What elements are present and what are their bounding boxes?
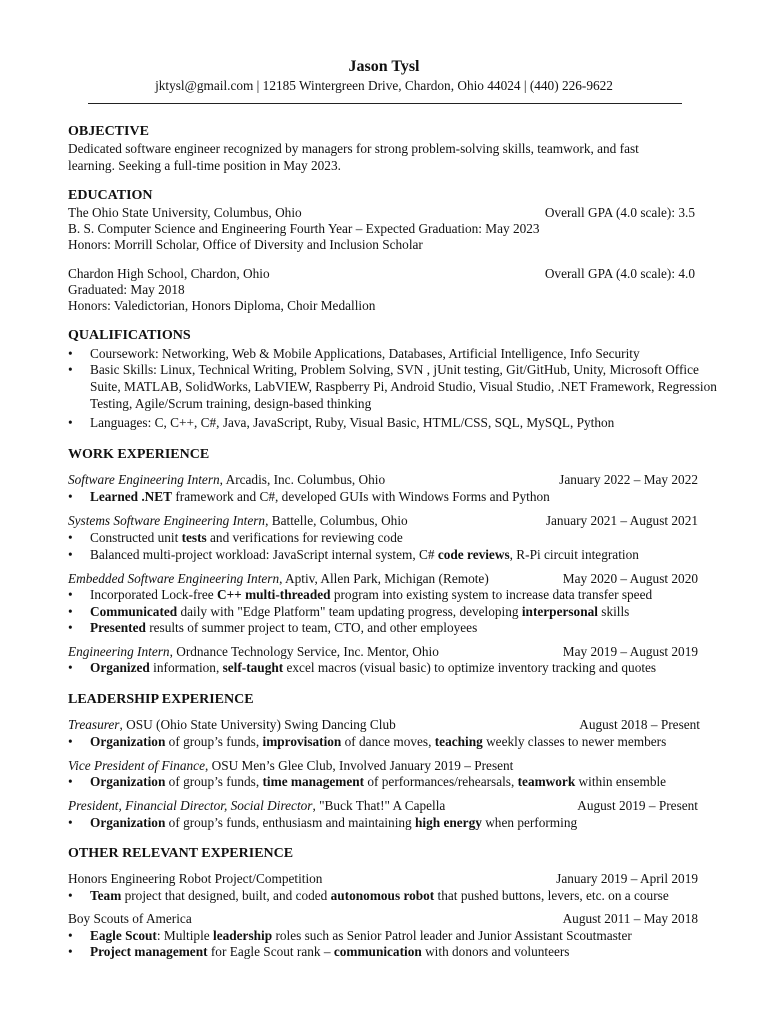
hs-school: Chardon High School, Chardon, Ohio — [68, 266, 270, 281]
bullet-icon: • — [68, 489, 73, 504]
skills-text: Basic Skills: Linux, Technical Writing, Problem Solving, SVN , jUnit testing, Git/GitHub, Unity, Microsoft Office Suite, MATLAB, SolidWorks, LabVIEW, Raspberry Pi, Android Studio, Visual Studio, .NET Framework, Regression Testing, Agile/Scrum training, design-based thinking — [90, 362, 717, 411]
robot-dates: January 2019 – April 2019 — [556, 871, 698, 886]
bullet-icon: • — [68, 815, 73, 830]
arcadis-job — [68, 471, 385, 488]
bullet-icon: • — [68, 888, 73, 903]
bullet-icon: • — [68, 620, 73, 635]
objective-text: Dedicated software engineer recognized by managers for strong problem-solving skills, teamwork, and fast learning. Seeking a full-time position in May 2023. — [68, 141, 639, 173]
languages-text: Languages: C, C++, C#, Java, JavaScript, Ruby, Visual Basic, HTML/CSS, SQL, MySQL, Python — [90, 415, 615, 430]
objective-heading: OBJECTIVE — [68, 124, 149, 139]
job-org: , Ordnance Technology Service, Inc. Mentor, Ohio — [169, 644, 439, 659]
header-divider — [88, 103, 682, 104]
work-heading: WORK EXPERIENCE — [68, 447, 210, 462]
swing-role — [68, 716, 396, 733]
bullet-icon: • — [68, 774, 73, 789]
osu-school: The Ohio State University, Columbus, Ohio — [68, 205, 302, 220]
bullet-icon: • — [68, 346, 73, 361]
role-dates: August 2019 – Present — [577, 798, 698, 813]
job-dates: May 2020 – August 2020 — [562, 571, 698, 586]
role-org: , OSU Men’s Glee Club, Involved January 2019 – Present — [204, 758, 514, 773]
robot-title: Honors Engineering Robot Project/Competition — [68, 871, 323, 886]
bullet-icon: • — [68, 587, 73, 602]
osu-gpa: Overall GPA (4.0 scale): 3.5 — [544, 205, 695, 220]
role-org: , "Buck That!" A Capella — [312, 798, 446, 813]
bullet-icon: • — [68, 547, 73, 562]
glee-role — [68, 757, 513, 774]
role-title: Vice President of Finance — [68, 758, 205, 773]
job-org: , Aptiv, Allen Park, Michigan (Remote) — [279, 571, 489, 586]
coursework-text: Coursework: Networking, Web & Mobile Applications, Databases, Artificial Intelligence, Info Security — [90, 346, 640, 361]
job-title: Software Engineering Intern — [68, 472, 220, 487]
other-heading: OTHER RELEVANT EXPERIENCE — [68, 846, 294, 861]
job-dates: January 2022 – May 2022 — [559, 472, 698, 487]
scouts-title: Boy Scouts of America — [68, 911, 192, 926]
bullet-icon: • — [68, 530, 73, 545]
capella-role — [68, 797, 445, 814]
bullet-icon: • — [68, 944, 73, 959]
resume-page: Jason Tysl jktysl@gmail.com | 12185 Wintergreen Drive, Chardon, Ohio 44024 | (440) 226-9622 OBJECTIVE Dedicated software engineer recognized by managers for strong problem-solving skills, teamwork, and fast learning. Seeking a full-time position in May 2023. EDUCATION The Ohio State University, Columbus, Ohio Overall GPA (4.0 scale): 3.5 B. S. Computer Science and Engineering Fourth Year – Expected Graduation: May 2023 Honors: Morrill Scholar, Office of Diversity and Inclusion Scholar Chardon High School, Chardon, Ohio Overall GPA (4.0 scale): 4.0 Graduated: May 2018 Honors: Valedictorian, Honors Diploma, Choir Medallion QUALIFICATIONS • Coursework: Networking, Web & Mobile Applications, Databases, Artificial Intelligence, Info Security • Basic Skills: Linux, Technical Writing, Problem Solving, SVN , jUnit testing, Git/GitHub, Unity, Microsoft Office Suite, MATLAB, SolidWorks, LabVIEW, Raspberry Pi, Android Studio, Visual Studio, .NET Framework, Regression Testing, Agile/Scrum training, design-based thinking • Languages: C, C++, C#, Java, JavaScript, Ruby, Visual Basic, HTML/CSS, SQL, MySQL, Python WORK EXPERIENCE Software Engineering Intern, Arcadis, Inc. Columbus, Ohio January 2022 – May 2022 • Learned .NET framework and C#, developed GUIs with Windows Forms and Python Systems Software Engineering Intern, Battelle, Columbus, Ohio January 2021 – August 2021 • Constructed unit tests and verifications for reviewing code • Balanced multi-project workload: JavaScript internal system, C# code reviews, R-Pi circuit integration Embedded Software Engineering Intern, Aptiv, Allen Park, Michigan (Remote) May 2020 – August 2020 • Incorporated Lock-free C++ multi-threaded program into existing system to increase data transfer speed • Communicated daily with "Edge Platform" team updating progress, developing interpersonal skills • Presented results of summer project to team, CTO, and other employees Engineering Intern, Ordnance Technology Service, Inc. Mentor, Ohio May 2019 – August 2019 • Organized information, self-taught excel macros (visual basic) to optimize inventory tracking and quotes LEADERSHIP EXPERIENCE Treasurer, OSU (Ohio State University) Swing Dancing Club August 2018 – Present • Organization of group’s funds, improvisation of dance moves, teaching weekly classes to newer members Vice President of Finance, OSU Men’s Glee Club, Involved January 2019 – Present • Organization of group’s funds, time management of performances/rehearsals, teamwork within ensemble President, Financial Director, Social Director, "Buck That!" A Capella August 2019 – Present • Organization of group’s funds, enthusiasm and maintaining high energy when performing OTHER RELEVANT EXPERIENCE Honors Engineering Robot Project/Competition January 2019 – April 2019 • Team project that designed, built, and coded autonomous robot that pushed buttons, levers, etc. on a course Boy Scouts of America August 2011 – May 2018 • Eagle Scout: Multiple leadership roles such as Senior Patrol leader and Junior Assistant Scoutmaster • Project management for Eagle Scout rank – communication with donors and volunteers — [0, 0, 768, 1024]
role-title: Treasurer — [68, 717, 120, 732]
candidate-name: Jason Tysl — [348, 58, 420, 75]
job-title: Systems Software Engineering Intern — [68, 513, 266, 528]
osu-degree: B. S. Computer Science and Engineering Fourth Year – Expected Graduation: May 2023 — [68, 221, 540, 236]
bullet-icon: • — [68, 604, 73, 619]
role-dates: August 2018 – Present — [579, 717, 700, 732]
bullet-icon: • — [68, 928, 73, 943]
qualifications-heading: QUALIFICATIONS — [68, 328, 191, 343]
ordnance-job — [68, 643, 439, 660]
role-title: President, Financial Director, Social Director — [68, 798, 313, 813]
bullet-icon: • — [68, 415, 73, 430]
job-title: Embedded Software Engineering Intern — [68, 571, 280, 586]
scouts-dates: August 2011 – May 2018 — [562, 911, 698, 926]
job-title: Engineering Intern — [68, 644, 170, 659]
hs-gpa: Overall GPA (4.0 scale): 4.0 — [544, 266, 695, 281]
aptiv-job — [68, 570, 489, 587]
education-heading: EDUCATION — [68, 188, 153, 203]
battelle-job — [68, 512, 408, 529]
hs-graduated: Graduated: May 2018 — [68, 282, 185, 297]
job-dates: May 2019 – August 2019 — [562, 644, 698, 659]
job-org: , Arcadis, Inc. Columbus, Ohio — [219, 472, 386, 487]
bullet-icon: • — [68, 362, 73, 377]
job-dates: January 2021 – August 2021 — [545, 513, 698, 528]
leadership-heading: LEADERSHIP EXPERIENCE — [68, 692, 254, 707]
contact-line: jktysl@gmail.com | 12185 Wintergreen Drive, Chardon, Ohio 44024 | (440) 226-9622 — [155, 78, 613, 93]
bullet-icon: • — [68, 660, 73, 675]
job-org: , Battelle, Columbus, Ohio — [265, 513, 408, 528]
osu-honors: Honors: Morrill Scholar, Office of Diversity and Inclusion Scholar — [68, 237, 423, 252]
hs-honors: Honors: Valedictorian, Honors Diploma, Choir Medallion — [68, 298, 376, 313]
bullet-icon: • — [68, 734, 73, 749]
role-org: , OSU (Ohio State University) Swing Dancing Club — [119, 717, 396, 732]
